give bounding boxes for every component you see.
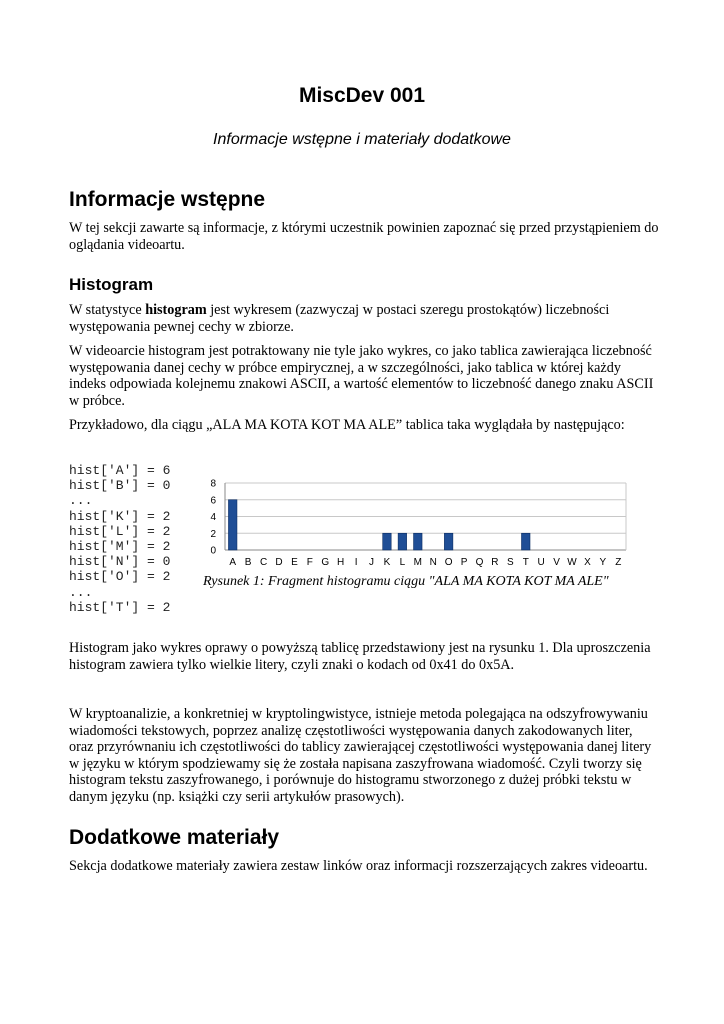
histogram-paragraph-1 bbox=[69, 302, 659, 335]
y-tick-label: 0 bbox=[210, 545, 216, 557]
histogram-chart bbox=[205, 474, 630, 574]
code-line: ... bbox=[69, 584, 93, 600]
figure-caption: Rysunek 1: Fragment histogramu ciągu "ALA MA KOTA KOT MA ALE" bbox=[203, 574, 609, 589]
section-heading-extras: Dodatkowe materiały bbox=[69, 826, 280, 849]
x-tick-label: B bbox=[244, 557, 252, 568]
x-tick-label: V bbox=[553, 557, 560, 568]
x-tick-label: A bbox=[229, 557, 237, 568]
code-line: ... bbox=[69, 493, 93, 509]
x-tick-label: S bbox=[506, 557, 514, 568]
extras-paragraph: Sekcja dodatkowe materiały zawiera zestaw linków oraz informacji rozszerzających zakres videoartu. bbox=[69, 858, 648, 874]
code-line: hist['B'] = 0 bbox=[69, 478, 171, 494]
code-line: hist['O'] = 2 bbox=[69, 569, 171, 585]
bar-L bbox=[398, 533, 406, 550]
code-line: hist['K'] = 2 bbox=[69, 508, 171, 524]
x-tick-label: X bbox=[584, 557, 591, 568]
histogram-paragraph-2: W videoarcie histogram jest potraktowany nie tyle jako wykres, co jako tablica zawierająca liczebność występowania danej cechy w próbce empirycznej, a w szczególności, jako tablica w której każdy indeks odpowiada kolejnemu znakowi ASCII, a wartość elementów to liczebność danego znaku ASCII w próbce. bbox=[69, 343, 654, 409]
x-tick-label: O bbox=[444, 557, 453, 568]
x-tick-label: G bbox=[321, 557, 330, 568]
intro-paragraph: W tej sekcji zawarte są informacje, z którymi uczestnik powinien zapoznać się przed przystąpieniem do oglądania videoartu. bbox=[69, 220, 659, 253]
x-tick-label: Q bbox=[475, 557, 484, 568]
histogram-paragraph-3: Przykładowo, dla ciągu „ALA MA KOTA KOT MA ALE” tablica taka wyglądała by następująco: bbox=[69, 417, 625, 433]
document-title: MiscDev 001 bbox=[298, 84, 426, 107]
x-tick-label: F bbox=[306, 557, 313, 568]
code-line: hist['T'] = 2 bbox=[69, 599, 171, 615]
bar-A bbox=[228, 500, 236, 550]
x-tick-label: R bbox=[491, 557, 499, 568]
x-tick-label: H bbox=[337, 557, 345, 568]
x-tick-label: K bbox=[383, 557, 391, 568]
section-heading-histogram: Histogram bbox=[69, 275, 154, 294]
x-tick-label: P bbox=[460, 557, 468, 568]
bar-O bbox=[444, 533, 452, 550]
code-block bbox=[69, 463, 170, 615]
x-tick-label: J bbox=[369, 557, 375, 568]
histogram-term: histogram bbox=[145, 302, 207, 318]
x-tick-label: E bbox=[291, 557, 298, 568]
y-tick-label: 8 bbox=[210, 478, 216, 490]
y-tick-label: 6 bbox=[210, 495, 216, 507]
x-tick-label: C bbox=[259, 557, 268, 568]
x-tick-label: M bbox=[413, 557, 422, 568]
y-tick-label: 4 bbox=[210, 512, 216, 523]
histogram-p1-after: jest wykresem (zazwyczaj w postaci szeregu prostokątów) liczebności występowania pewnej cechy w zbiorze. bbox=[69, 302, 610, 335]
y-tick-label: 2 bbox=[210, 528, 216, 540]
x-tick-label: T bbox=[522, 557, 529, 568]
histogram-p1-before: W statystyce bbox=[69, 302, 146, 318]
document-subtitle: Informacje wstępne i materiały dodatkowe bbox=[213, 131, 511, 148]
bar-T bbox=[522, 533, 530, 550]
x-tick-label: W bbox=[567, 557, 577, 568]
section-heading-intro: Informacje wstępne bbox=[69, 188, 266, 211]
bar-K bbox=[383, 533, 391, 550]
x-tick-label: D bbox=[275, 557, 283, 568]
code-line: hist['N'] = 0 bbox=[69, 554, 171, 570]
histogram-paragraph-4: Histogram jako wykres oprawy o powyższą tablicę przedstawiony jest na rysunku 1. Dla uproszczenia histogram zawiera tylko wielkie litery, czyli znaki o kodach od 0x41 do 0x5A. bbox=[69, 640, 651, 673]
code-line: hist['A'] = 6 bbox=[69, 463, 171, 478]
histogram-paragraph-5: W kryptoanalizie, a konkretniej w kryptolingwistyce, istnieje metoda polegająca na odszyfrowywaniu wiadomości tekstowych, poprzez analizę częstotliwości występowania danych zakodowanych liter, oraz przyrównaniu ich częstotliwości do tablicy zawierającej częstotliwości występowania danej litery w języku w którym spodziewamy się że została napisana zaszyfrowana wiadomość. Czyli tworzy się histogram tekstu zaszyfrowanego, i porównuje do histogramu stworzonego z dużej próbki tekstu w danym języku (np. książki czy serii artykułów prasowych). bbox=[69, 706, 652, 805]
x-tick-label: I bbox=[354, 557, 358, 568]
code-line: hist['L'] = 2 bbox=[69, 523, 171, 539]
x-tick-label: L bbox=[399, 557, 406, 568]
x-tick-label: U bbox=[537, 557, 545, 568]
x-tick-label: Y bbox=[599, 557, 607, 568]
x-tick-label: N bbox=[429, 557, 437, 568]
bar-M bbox=[414, 533, 422, 550]
x-tick-label: Z bbox=[615, 557, 622, 568]
code-line: hist['M'] = 2 bbox=[69, 539, 171, 555]
